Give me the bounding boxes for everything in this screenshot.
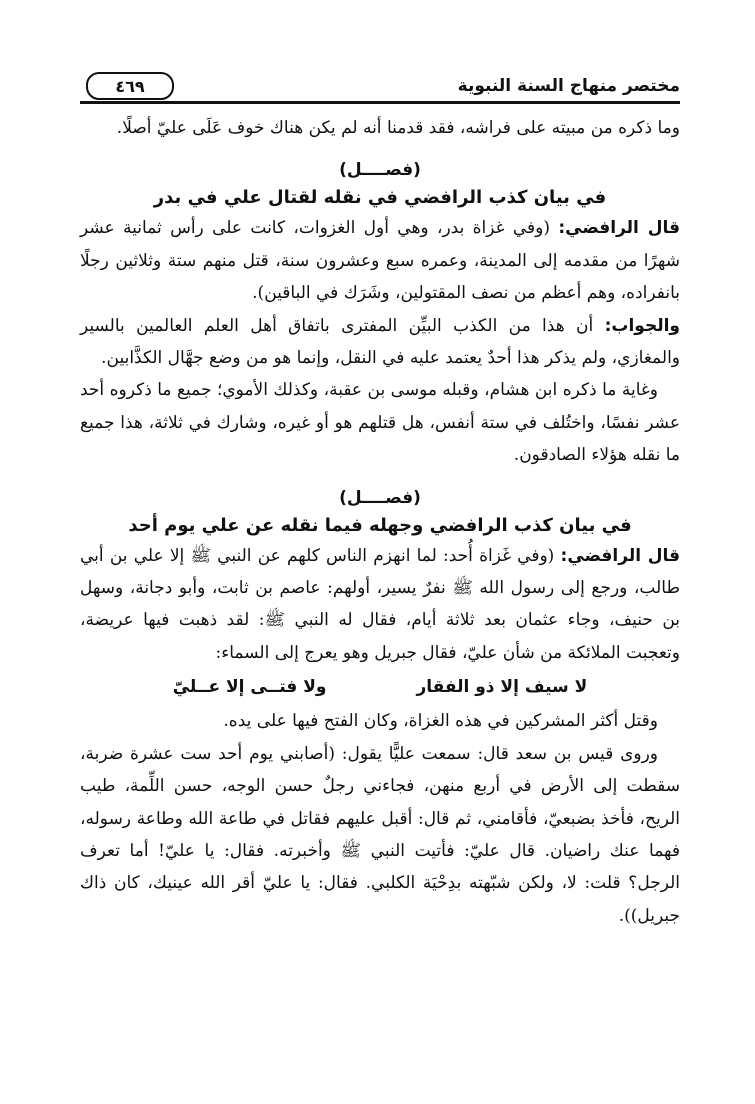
verse-second-hemistich: ولا فتــى إلا عــليّ — [172, 677, 327, 698]
section-2-paragraph-3: وروى قيس بن سعد قال: سمعت عليًّا يقول: (أصابني يوم أحد ست عشرة ضربة، سقطت إلى الأرض في أربع منهن، فجاءني رجلٌ حسن الوجه، حسن اللِّمة، طيب الريح، فأخذ بضبعيّ، فأقامني، ثم قال: أقبل عليهم فقاتل في طاعة الله وطاعة رسوله، فهما عنك راضيان. قال عليّ: فأتيت النبي ﷺ وأخبرته. فقال: يا عليّ! أما تعرف الرجل؟ قلت: لا، ولكن شبّهته بدِحْيَة الكلبي. فقال: يا عليّ أقر الله عينيك، كان ذاك جبريل)). — [80, 743, 680, 926]
section-2-paragraph-1 — [80, 540, 680, 670]
section-1-heading: في بيان كذب الرافضي في نقله لقتال علي في بدر — [153, 187, 607, 209]
section-1-paragraph-3: وغاية ما ذكره ابن هشام، وقبله موسى بن عقبة، وكذلك الأموي؛ جميع ما ذكروه أحد عشر نفسًا، واختُلف في ستة أنفس، هل قتلهم هو أو غيره، وشارك في ثلاثة، هذا جميع ما نقله هؤلاء الصادقون. — [80, 380, 680, 466]
section-1-paragraph-2 — [80, 310, 680, 375]
book-title: مختصر منهاج السنة النبوية — [457, 76, 680, 96]
intro-paragraph: وما ذكره من مبيته على فراشه، فقد قدمنا أنه لم يكن هناك خوف عَلَى عليّ أصلًا. — [116, 118, 680, 138]
speaker-label: والجواب: — [604, 315, 680, 336]
speaker-label: قال الرافضي: — [558, 218, 680, 239]
poetry-verse — [80, 669, 680, 705]
section-1-paragraph-1 — [80, 212, 680, 309]
section-2-fasl: (فصــــل) — [339, 487, 421, 508]
verse-first-hemistich: لا سيف إلا ذو الفقار — [416, 677, 588, 698]
paragraph-text: أن هذا من الكذب البيِّن المفترى باتفاق أهل العلم العالمين بالسير والمغازي، ولم يذكر هذا أحدٌ يعتمد عليه في النقل، وإنما هو من وضع جهَّال الكذَّابين. — [80, 315, 680, 369]
section-2-paragraph-2: وقتل أكثر المشركين في هذه الغزاة، وكان الفتح فيها على يده. — [223, 711, 658, 732]
paragraph-text: (وفي غزاة بدر، وهي أول الغزوات، كانت على رأس ثمانية عشر شهرًا من مقدمه إلى المدينة، وعمره سبع وعشرون سنة، قتل منهم ستة وثلاثين رجلًا بانفراده، وهم أعظم من نصف المقتولين، وشَرَك في الباقين). — [80, 218, 680, 304]
section-1-fasl: (فصــــل) — [339, 160, 421, 181]
speaker-label: قال الرافضي: — [560, 545, 681, 566]
header-rule — [80, 101, 680, 104]
section-2-heading: في بيان كذب الرافضي وجهله فيما نقله عن علي يوم أحد — [128, 514, 632, 536]
paragraph-text: (وفي غَزاة أُحد: لما انهزم الناس كلهم عن النبي ﷺ إلا علي بن أبي طالب، ورجع إلى رسول الله ﷺ نفرٌ يسير، أولهم: عاصم بن ثابت، وأبو دجانة، وسهل بن حنيف، وجاء عثمان بعد ثلاثة أيام، فقال له النبي ﷺ: لقد ذهبت فيها عريضة، وتعجبت الملائكة من شأن عليّ، فقال جبريل وهو يعرج إلى السماء: — [80, 545, 680, 663]
page-body — [80, 112, 680, 932]
page-number: ٤٦٩ — [86, 72, 174, 100]
page-header — [80, 70, 680, 104]
